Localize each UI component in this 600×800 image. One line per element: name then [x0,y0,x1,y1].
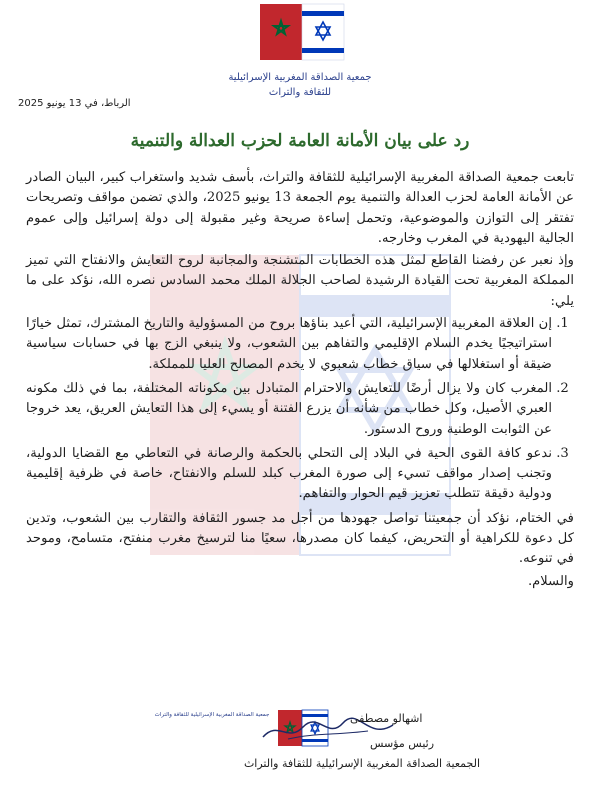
signatory-role: رئيس مؤسس [370,737,435,750]
flags-logo [260,4,344,60]
org-header [200,70,400,100]
org-name-line1: جمعية الصداقة المغربية الإسرائيلية [228,72,372,83]
paragraph-stance: وإذ نعبر عن رفضنا القاطع لمثل هذه الخطابات المتشنجة والمجانبة لروح التعايش والانفتاح التي تميز المملكة المغربية تحت القيادة الرشيدة لصاحب الجلالة الملك محمد السادس نصره الله، نؤكد على ما يلي: [26,253,574,309]
document-title: رد على بيان الأمانة العامة لحزب العدالة والتنمية [130,131,470,151]
document-body [26,168,574,594]
stamp-text: جمعية الصداقة المغربية الإسرائيلية للثقافة والتراث [154,712,270,718]
paragraph-intro: تابعت جمعية الصداقة المغربية الإسرائيلية للثقافة والتراث، بأسف شديد واستغراب كبير، البيان الصادر عن الأمانة العامة لحزب العدالة والتنمية يوم الجمعة 13 يونيو 2025، والذي تضمن مواقف وتصريحات تفتقر إلى التوازن والموضوعية، وتحمل إساءة صريحة وغير مقبولة إلى دولة إسرائيل وإلى عموم الجالية اليهودية في المغرب وخارجه. [26,170,575,246]
org-name-line2: للثقافة والتراث [268,87,332,98]
salutation: والسلام. [527,573,574,589]
paragraph-closing: في الختام، نؤكد أن جمعيتنا تواصل جهودها من أجل مد جسور الثقافة والتقارب بين الشعوب، وتدين كل دعوة للكراهية أو التحريض، كيفما كان مصدرها، سعيًا منا لترسيخ مغرب منفتح، متسامح، وموحد في تنوعه. [26,510,574,567]
point-item-1: 1. إن العلاقة المغربية الإسرائيلية، التي أعيد بناؤها بروح من المسؤولية والتاريخ المشترك، تمثل خيارًا استراتيجيًا يخدم السلام الإقليمي والتفاهم بين الشعوب، ولا ينبغي الزج بها في حسابات سياسية ضيقة أو استغلالها في سياق خطاب شعبوي لا يخدم المصالح العليا للمملكة. [26,314,552,375]
signatory-organization: الجمعية الصداقة المغربية الإسرائيلية للثقافة والتراث [243,757,480,770]
points-list [26,314,574,505]
document-date: الرباط، في 13 يونيو 2025 [18,98,131,109]
signatory-name: اشهالو مصطفى [350,712,423,725]
point-item-2: 2. المغرب كان ولا يزال أرضًا للتعايش والاحترام المتبادل بين مكوناته المختلفة، بما في ذلك مكونه العبري الأصيل، وكل خطاب من شأنه أن يزرع الفتنة أو يسيء إلى هذا التعايش العريق، يعد خروجا عن الثوابت الوطنية وروح الدستور. [26,379,552,440]
point-item-3: 3. ندعو كافة القوى الحية في البلاد إلى التحلي بالحكمة والرصانة في التعاطي مع القضايا الدولية، وتجنب إصدار مواقف تسيء إلى صورة المغرب كبلد للسلم والانفتاح، خاصة في ظرفية إقليمية ودولية دقيقة تتطلب تعزيز قيم الحوار والتفاهم. [26,444,552,505]
